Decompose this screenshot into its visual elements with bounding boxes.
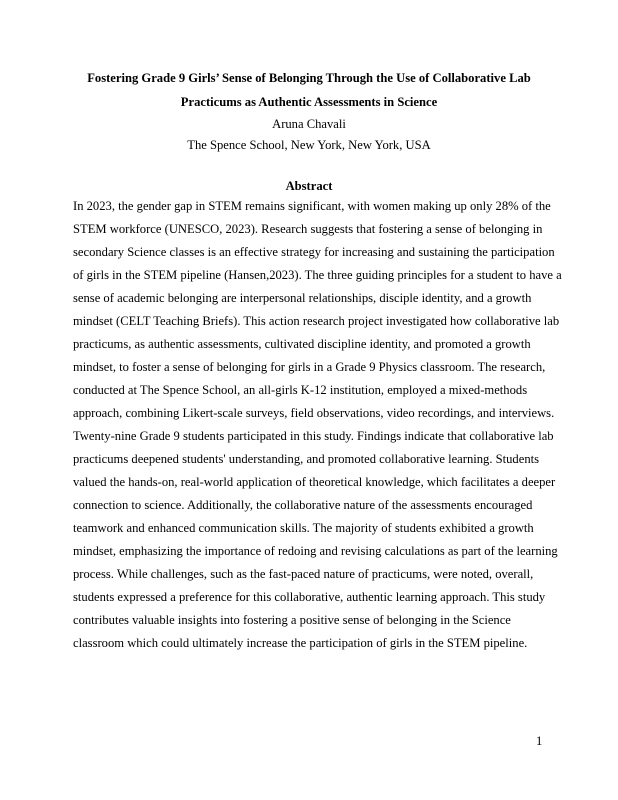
abstract-line: approach, combining Likert-scale surveys, field observations, video recordings, and interviews.: [73, 406, 555, 420]
abstract-line: process. While challenges, such as the fast-paced nature of practicums, were noted, overall,: [73, 567, 534, 581]
abstract-line: mindset (CELT Teaching Briefs). This action research project investigated how collaborative lab: [73, 314, 560, 328]
abstract-line: connection to science. Additionally, the collaborative nature of the assessments encouraged: [73, 498, 533, 512]
abstract-line: contributes valuable insights into fostering a positive sense of belonging in the Science: [73, 613, 511, 627]
abstract-line: secondary Science classes is an effective strategy for increasing and sustaining the participation: [73, 245, 555, 259]
abstract-line: practicums deepened students' understanding, and promoted collaborative learning. Students: [73, 452, 540, 466]
abstract-line: sense of academic belonging are interpersonal relationships, disciple identity, and a growth: [73, 291, 532, 305]
paper-title-line-1: Fostering Grade 9 Girls’ Sense of Belonging Through the Use of Collaborative Lab: [87, 71, 531, 85]
author-name: Aruna Chavali: [272, 117, 346, 131]
page-number: 1: [536, 734, 543, 748]
author-affiliation: The Spence School, New York, New York, USA: [187, 138, 431, 152]
abstract-line: practicums, as authentic assessments, cultivated discipline identity, and promoted a growth: [73, 337, 531, 351]
abstract-line: students expressed a preference for this collaborative, authentic learning approach. This study: [73, 590, 546, 604]
paper-title-line-2: Practicums as Authentic Assessments in Science: [180, 95, 438, 109]
abstract-line: conducted at The Spence School, an all-girls K-12 institution, employed a mixed-methods: [73, 383, 528, 397]
abstract-line: mindset, to foster a sense of belonging for girls in a Grade 9 Physics classroom. The research,: [73, 360, 546, 374]
abstract-line: mindset, emphasizing the importance of redoing and revising calculations as part of the learning: [73, 544, 558, 558]
abstract-line: classroom which could ultimately increase the participation of girls in the STEM pipeline.: [73, 636, 528, 650]
abstract-line: valued the hands-on, real-world application of theoretical knowledge, which facilitates a deeper: [73, 475, 556, 489]
abstract-line: teamwork and enhanced communication skills. The majority of students exhibited a growth: [73, 521, 534, 535]
abstract-heading: Abstract: [285, 179, 333, 193]
abstract-line: STEM workforce (UNESCO, 2023). Research suggests that fostering a sense of belonging in: [73, 222, 543, 236]
abstract-line: In 2023, the gender gap in STEM remains significant, with women making up only 28% of the: [73, 199, 551, 213]
abstract-line: Twenty-nine Grade 9 students participated in this study. Findings indicate that collaborative lab: [73, 429, 554, 443]
abstract-line: of girls in the STEM pipeline (Hansen,2023). The three guiding principles for a student to have a: [73, 268, 562, 282]
